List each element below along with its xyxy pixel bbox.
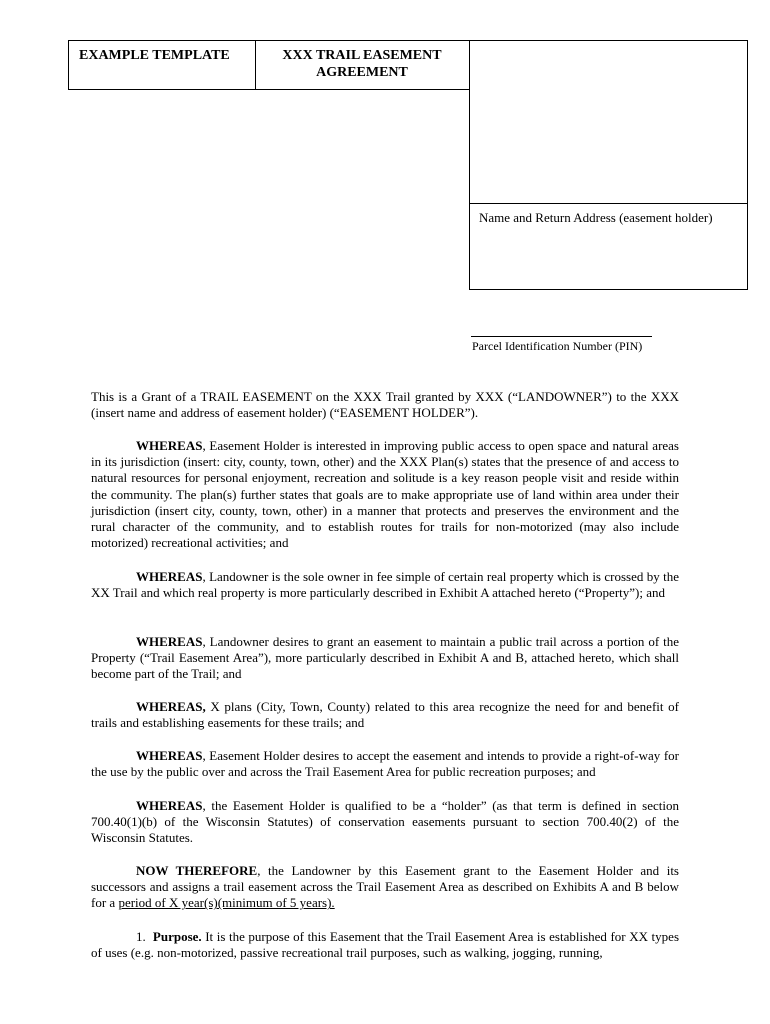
whereas-lead: WHEREAS: [136, 569, 203, 584]
whereas-paragraph-1: [91, 438, 679, 551]
whereas-text: X plans (City, Town, County) related to this area recognize the need for and benefit of trails and establishing easements for these trails; and: [91, 699, 679, 731]
whereas-paragraph-5: [91, 748, 679, 780]
section-text: It is the purpose of this Easement that the Trail Easement Area is established for XX types of uses (e.g. non-motorized, passive recreational trail purposes, such as walking, jogging, running,: [91, 929, 680, 961]
whereas-text: , Easement Holder is interested in improving public access to open space and natural areas in its jurisdiction (insert: city, county, town, other) and the XXX Plan(s) states that the presence of and access to natural resources for personal enjoyment, recreation and solitude is a key reason people visit and reside within the community. The plan(s) further states that goals are to make appropriate use of land within area under their jurisdiction (insert city, county, town, other) in a manner that protects and preserves the environment and the rural character of the community, and to establish routes for trails for non-motorized (may also include motorized) recreational activities; and: [91, 438, 679, 551]
whereas-text: , Landowner desires to grant an easement to maintain a public trail across a portion of the Property (“Trail Easement Area”), more particularly described in Exhibit A and B, attached hereto, which shall become part of the Trail; and: [91, 634, 679, 682]
whereas-paragraph-3: [91, 634, 679, 683]
pin-signature-line: [471, 336, 652, 337]
recording-area-box: [469, 40, 748, 204]
whereas-lead: WHEREAS,: [136, 699, 206, 714]
whereas-lead: WHEREAS: [136, 438, 203, 453]
whereas-text: , Easement Holder desires to accept the easement and intends to provide a right-of-way for the use by the public over and across the Trail Easement Area for public recreation purposes; and: [91, 748, 679, 780]
section-heading: Purpose.: [152, 929, 202, 944]
template-label: EXAMPLE TEMPLATE: [79, 48, 230, 63]
return-address-label: Name and Return Address (easement holder): [479, 210, 713, 225]
whereas-lead: WHEREAS: [136, 798, 203, 813]
section-number: 1.: [136, 929, 146, 944]
agreement-title-cell: [255, 40, 470, 90]
term-period: period of X year(s)(minimum of 5 years).: [118, 895, 335, 911]
whereas-text: , Landowner is the sole owner in fee simple of certain real property which is crossed by the XX Trail and which real property is more particularly described in Exhibit A attached hereto (“Property”); and: [91, 569, 679, 601]
pin-label: Parcel Identification Number (PIN): [472, 339, 643, 353]
whereas-paragraph-2: [91, 569, 679, 601]
template-label-cell: [68, 40, 256, 90]
whereas-paragraph-4: [91, 699, 679, 731]
whereas-text: , the Easement Holder is qualified to be a “holder” (as that term is defined in section 700.40(1)(b) of the Wisconsin Statutes) of conservation easements pursuant to section 700.40(2) of the Wisconsin Statutes.: [91, 798, 679, 846]
whereas-lead: WHEREAS: [136, 634, 203, 649]
intro-paragraph: This is a Grant of a TRAIL EASEMENT on the XXX Trail granted by XXX (“LANDOWNER”) to the XXX (insert name and address of easement holder) (“EASEMENT HOLDER”).: [91, 389, 679, 421]
now-therefore-text: , the Landowner by this Easement grant to the Easement Holder and its successors and assigns a trail easement across the Trail Easement Area as described on Exhibits A and B below for a: [91, 863, 679, 911]
section-1-paragraph: [91, 929, 679, 961]
whereas-paragraph-6: [91, 798, 679, 847]
now-therefore-lead: NOW THEREFORE: [136, 863, 258, 878]
return-address-box: [469, 203, 748, 290]
whereas-lead: WHEREAS: [136, 748, 203, 763]
agreement-title: XXX TRAIL EASEMENT AGREEMENT: [282, 48, 442, 80]
now-therefore-paragraph: [91, 863, 679, 912]
